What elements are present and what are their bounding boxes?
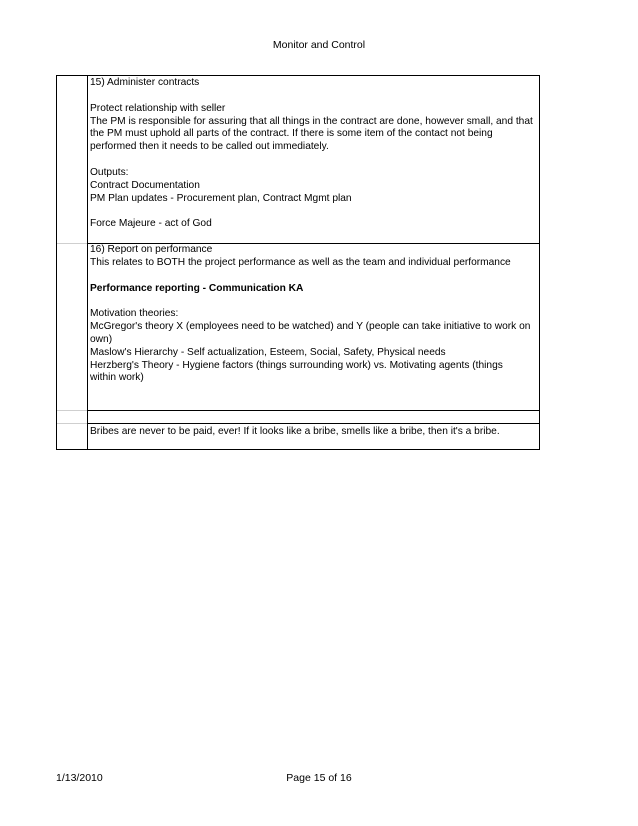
column-divider — [87, 76, 88, 449]
cell-text: Protect relationship with seller — [90, 102, 226, 114]
row-heading: 15) Administer contracts — [90, 77, 200, 88]
cell-text: This relates to BOTH the project performance as well as the team and individual performance — [90, 256, 511, 268]
table-row — [90, 244, 537, 385]
footer-date: 1/13/2010 — [56, 772, 103, 784]
cell-text: Outputs: — [90, 166, 129, 178]
cell-text: Herzberg's Theory - Hygiene factors (things surrounding work) vs. Motivating agents (things within work) — [90, 359, 503, 384]
cell-text: Force Majeure - act of God — [90, 218, 212, 230]
row-divider — [57, 410, 87, 411]
row-divider — [87, 410, 539, 411]
cell-text: The PM is responsible for assuring that all things in the contract are done, however small, and that the PM must uphold all parts of the contract. If there is some item of the contact not being performed then it needs to be called out immediately. — [90, 115, 533, 153]
cell-text: PM Plan updates - Procurement plan, Contract Mgmt plan — [90, 192, 352, 204]
table-row — [90, 426, 537, 439]
cell-text-bold: Performance reporting - Communication KA — [90, 282, 304, 294]
row-divider — [57, 243, 87, 244]
row-divider — [87, 423, 539, 424]
cell-text: Maslow's Hierarchy - Self actualization, Esteem, Social, Safety, Physical needs — [90, 346, 446, 358]
row-heading: 16) Report on performance — [90, 244, 213, 255]
notes-table — [56, 75, 540, 450]
footer-page-number: Page 15 of 16 — [286, 772, 352, 784]
row-divider — [57, 423, 87, 424]
cell-text: Motivation theories: — [90, 308, 179, 320]
cell-text: Bribes are never to be paid, ever! If it looks like a bribe, smells like a bribe, then it's a bribe. — [90, 426, 500, 437]
cell-text: McGregor's theory X (employees need to be watched) and Y (people can take initiative to work on own) — [90, 321, 531, 345]
cell-text: Contract Documentation — [90, 179, 200, 191]
table-row — [90, 77, 537, 231]
page-header: Monitor and Control — [272, 39, 366, 51]
